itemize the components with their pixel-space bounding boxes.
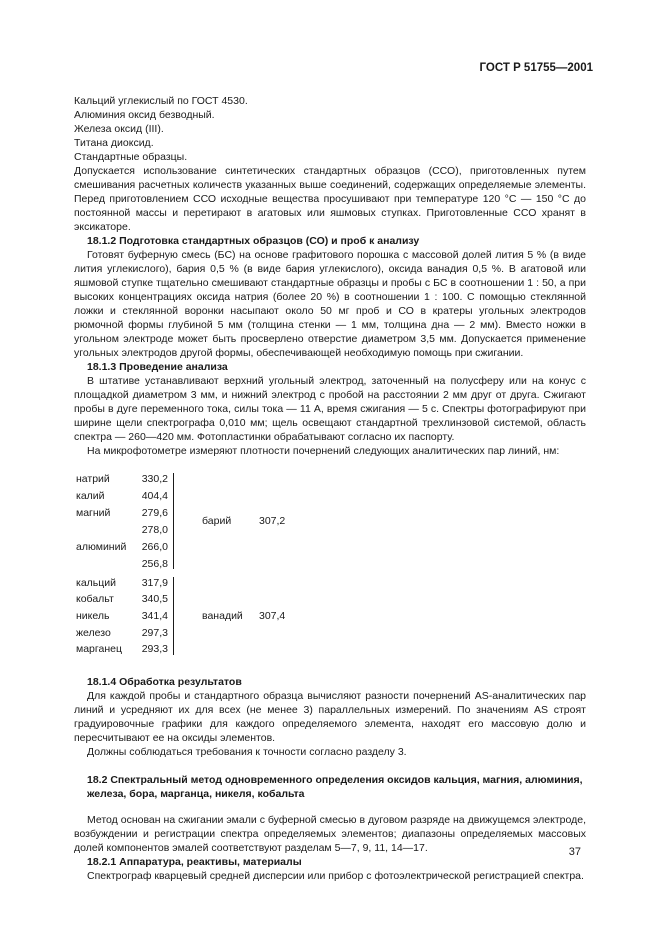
line-value: 317,9 [141, 577, 168, 589]
line-element: никель [76, 610, 110, 622]
line-element: кальций [76, 577, 117, 589]
heading-18-2: 18.2 Спектральный метод одновременного определения оксидов кальция, магния, алюминия, железа, бора, марганца, никеля, кобальта [87, 774, 583, 800]
heading-18-1-3: 18.1.3 Проведение анализа [87, 361, 228, 373]
line-element: кобальт [76, 593, 114, 605]
heading-18-2-1: 18.2.1 Аппаратура, реактивы, материалы [87, 856, 302, 868]
paragraph-18-1-2: Готовят буферную смесь (БС) на основе графитового порошка с массовой долей лития 5 % (в виде лития углекислого), бария 0,5 % (в виде бария углекислого), оксида ванадия 0,5 %. В агатовой или яшмовой ступке тщательно смешивают стандартные образцы и пробы с БС в соотношении 1 : 50, а при высоких концентрациях оксида натрия (более 20 %) в соотношении 1 : 100. С помощью стеклянной ложки и стеклянной воронки насыпают около 50 мг проб и СО в кратеры угольных электродов рюмочной формы глубиной 5 мм (толщина стенки — 1 мм, толщина дна — 2 мм). Вместо ножки в угольном электроде может быть просверлено отверстие диаметром 3,5 мм. Допускается применение угольных электродов другой формы, обеспечивающей необходимую помощь при сжигании. [74, 249, 586, 359]
line-element: железо [76, 627, 111, 639]
page-number: 37 [568, 846, 581, 858]
brace-group-1 [170, 473, 174, 569]
list-item: Стандартные образцы. [74, 151, 188, 163]
brace-group-2 [170, 577, 174, 655]
line-element: магний [76, 507, 111, 519]
analytical-lines-table [74, 472, 586, 665]
line-value: 278,0 [141, 524, 168, 536]
document-header: ГОСТ Р 51755—2001 [479, 62, 593, 74]
line-element: марганец [76, 643, 122, 655]
list-item: Титана диоксид. [74, 137, 154, 149]
line-value: 404,4 [141, 490, 168, 502]
line-value: 297,3 [141, 627, 168, 639]
list-item: Кальций углекислый по ГОСТ 4530. [74, 95, 248, 107]
paragraph-microphotometer: На микрофотометре измеряют плотности почернений следующих аналитических пар линий, нм: [87, 445, 560, 457]
paragraph-18-2-1: Спектрограф кварцевый средней дисперсии или прибор с фотоэлектрической регистрацией спектра. [87, 870, 584, 882]
line-value: 266,0 [141, 541, 168, 553]
line-element: натрий [76, 473, 110, 485]
list-item: Алюминия оксид безводный. [74, 109, 215, 121]
reference-value: 307,4 [259, 610, 286, 622]
heading-18-1-2: 18.1.2 Подготовка стандартных образцов (СО) и проб к анализу [87, 235, 420, 247]
reference-value: 307,2 [259, 515, 286, 527]
line-value: 340,5 [141, 593, 168, 605]
line-value: 330,2 [141, 473, 168, 485]
line-value: 279,6 [141, 507, 168, 519]
reference-element: ванадий [202, 610, 243, 622]
list-item: Железа оксид (III). [74, 123, 164, 135]
line-value: 293,3 [141, 643, 168, 655]
paragraph-accuracy: Должны соблюдаться требования к точности согласно разделу 3. [87, 746, 407, 758]
page-content [74, 94, 586, 883]
line-element: алюминий [76, 541, 127, 553]
paragraph-18-2: Метод основан на сжигании эмали с буферной смесью в дуговом разряде на движущемся электроде, возбуждении и регистрации спектра определяемых элементов; диапазоны определяемых массовых долей компонентов эмалей соответствуют разделам 5—7, 9, 11, 14—17. [74, 814, 586, 854]
line-value: 341,4 [141, 610, 168, 622]
paragraph-sso: Допускается использование синтетических стандартных образцов (ССО), приготовленных путем смешивания расчетных количеств указанных выше соединений, содержащих определяемые элементы. Перед приготовлением ССО исходные вещества просушивают при температуре 120 °С — 150 °С до постоянной массы и перетирают в агатовых или яшмовых ступках. Приготовленные ССО хранят в эксикаторе. [74, 165, 586, 233]
line-element: калий [76, 490, 105, 502]
paragraph-18-1-4: Для каждой пробы и стандартного образца вычисляют разности почернений AS-аналитических пар линий и усредняют их для всех (не менее 3) параллельных измерений. По значениям AS строят градуировочные графики для каждого определяемого элемента, находят его массовую долю и пересчитывают ее на оксиды элементов. [74, 690, 586, 744]
reference-element: барий [202, 515, 232, 527]
heading-18-1-4: 18.1.4 Обработка результатов [87, 676, 242, 688]
line-value: 256,8 [141, 558, 168, 570]
paragraph-18-1-3: В штативе устанавливают верхний угольный электрод, заточенный на полусферу или на конус с площадкой диаметром 3 мм, и нижний электрод с пробой на расстоянии 2 мм друг от друга. Сжигают пробы в дуге переменного тока, силы тока — 11 А, время сжигания — 5 с. Спектры фотографируют при ширине щели спектрографа 0,010 мм; щель освещают стандартной трехлинзовой системой, область спектра — 260—420 мм. Фотопластинки обрабатывают согласно их паспорту. [74, 375, 586, 443]
